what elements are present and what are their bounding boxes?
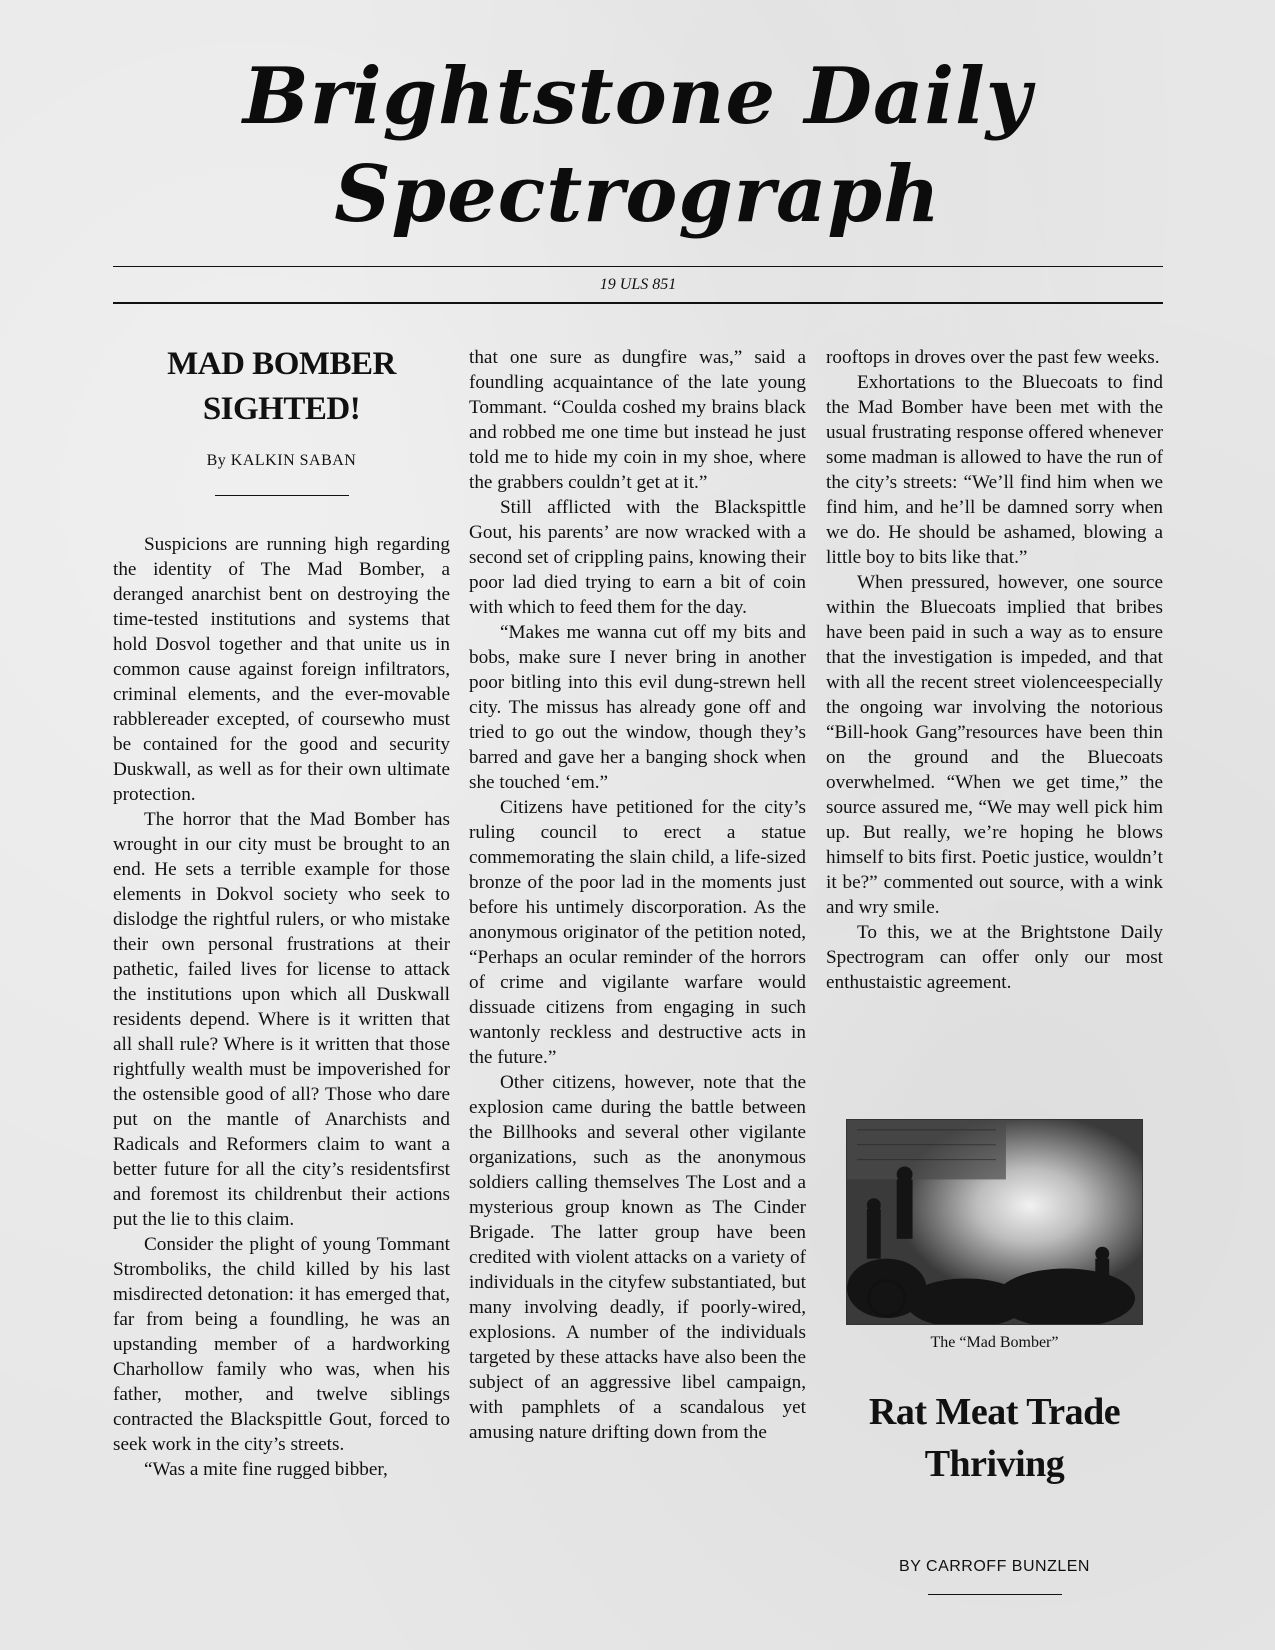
paragraph: Suspicions are running high regarding the identity of The Mad Bomber, a deranged anarchist bent on destroying the time-tested institutions and systems that hold Dosvol together and that unite us in common cause against foreign infiltrators, criminal elements, and the ever-movable rabblereader excepted, of coursewho must be contained for the good and security Duskwall, as well as for their own ultimate protection.	[113, 534, 450, 805]
issue-date: 19 ULS 851	[599, 276, 677, 293]
paragraph: rooftops in droves over the past few weeks.	[826, 347, 1160, 368]
masthead-title-line1: Brightstone Daily	[242, 51, 1033, 142]
column-3	[826, 345, 1163, 995]
paragraph: “Makes me wanna cut off my bits and bobs, make sure I never bring in another poor bitling into this evil dung-strewn hell city. The missus has already gone off and tried to go out the window, though they’s barred and gave her a banging shock when she touched ‘em.”	[469, 622, 806, 793]
secondary-byline: BY CARROFF BUNZLEN	[899, 1558, 1090, 1575]
paragraph: that one sure as dungfire was,” said a foundling acquaintance of the late young Tommant. “Coulda coshed my brains black and robbed me one time but instead he just told me to hide my coin in my shoe, where the grabbers couldn’t get at it.”	[469, 347, 806, 493]
masthead-title-line2: Spectrograph	[334, 149, 941, 240]
masthead-rule-bottom	[113, 302, 1163, 304]
paragraph: When pressured, however, one source within the Bluecoats implied that bribes have been paid in such a way as to ensure that the investigation is impeded, and that with all the recent street violenceespecially the ongoing war involving the notorious “Bill-hook Gang”resources have been thin on the ground and the Bluecoats overwhelmed. “When we get time,” the source assured me, “We may well pick him up. But really, we’re hoping he blows himself to bits first. Poetic justice, wouldn’t it be?” commented out source, with a wink and wry smile.	[826, 572, 1163, 918]
article-headline: MAD BOMBER SIGHTED!	[167, 346, 396, 427]
paragraph: Citizens have petitioned for the city’s ruling council to erect a statue commemorating the slain child, a life-sized bronze of the poor lad in the moments just before his untimely discorporation. As the anonymous originator of the petition noted, “Perhaps an ocular reminder of the horrors of crime and vigilante warfare would dissuade citizens from engaging in such wantonly reckless and destructive acts in the future.”	[469, 797, 806, 1068]
photo-figure	[846, 1119, 1143, 1352]
secondary-headline: Rat Meat Trade Thriving	[868, 1391, 1121, 1485]
paragraph: “Was a mite fine rugged bibber,	[144, 1459, 388, 1480]
article-byline: By KALKIN SABAN	[206, 452, 357, 469]
mad-bomber-illustration	[846, 1119, 1143, 1325]
paragraph: Other citizens, however, note that the explosion came during the battle between the Billhooks and several other vigilante organizations, such as the anonymous soldiers calling themselves The Lost and a mysterious group known as The Cinder Brigade. The latter group have been credited with violent attacks on a variety of individuals in the cityfew substantiated, but many involving deadly, if poorly-wired, explosions. A number of the individuals targeted by these attacks have also been the subject of an aggressive libel campaign, with pamphlets of a scandalous yet amusing nature drifting down from the	[469, 1072, 806, 1443]
byline-divider	[215, 495, 349, 496]
photo-caption: The “Mad Bomber”	[930, 1334, 1059, 1351]
masthead-rule-top	[113, 266, 1163, 267]
paragraph: The horror that the Mad Bomber has wrought in our city must be brought to an end. He sets a terrible example for those elements in Dokvol society who seek to dislodge the rightful rulers, or who mistake their own personal frustrations at their pathetic, failed lives for license to attack the institutions upon which all Duskwall residents depend. Where is it written that all shall rule? Where is it written that those rightfully wealth must be impoverished for the ostensible good of all? Those who dare put on the mantle of Anarchists and Radicals and Reformers claim to want a better future for all the city’s residentsfirst and foremost its childrenbut their actions put the lie to this claim.	[113, 809, 450, 1230]
paragraph: To this, we at the Brightstone Daily Spectrogram can offer only our most enthustaistic agreement.	[826, 922, 1163, 993]
column-1	[113, 342, 450, 1482]
paragraph: Exhortations to the Bluecoats to find the Mad Bomber have been met with the usual frustrating response offered whenever some madman is allowed to have the run of the city’s streets: “We’ll find him when we find him, and he’ll be damned sorry when we do. He should be ashamed, blowing a little boy to bits like that.”	[826, 372, 1163, 568]
paragraph: Still afflicted with the Blackspittle Gout, his parents’ are now wracked with a second set of crippling pains, knowing their poor lad died trying to earn a bit of coin with which to feed them for the day.	[469, 497, 806, 618]
column-2	[469, 345, 806, 1445]
masthead	[0, 48, 1275, 244]
secondary-byline-divider	[928, 1594, 1062, 1595]
paragraph: Consider the plight of young Tommant Stromboliks, the child killed by his last misdirected detonation: it has emerged that, far from being a foundling, he was an upstanding member of a hardworking Charhollow family who was, when his father, mother, and twelve siblings contracted the Blackspittle Gout, forced to seek work in the city’s streets.	[113, 1234, 450, 1455]
